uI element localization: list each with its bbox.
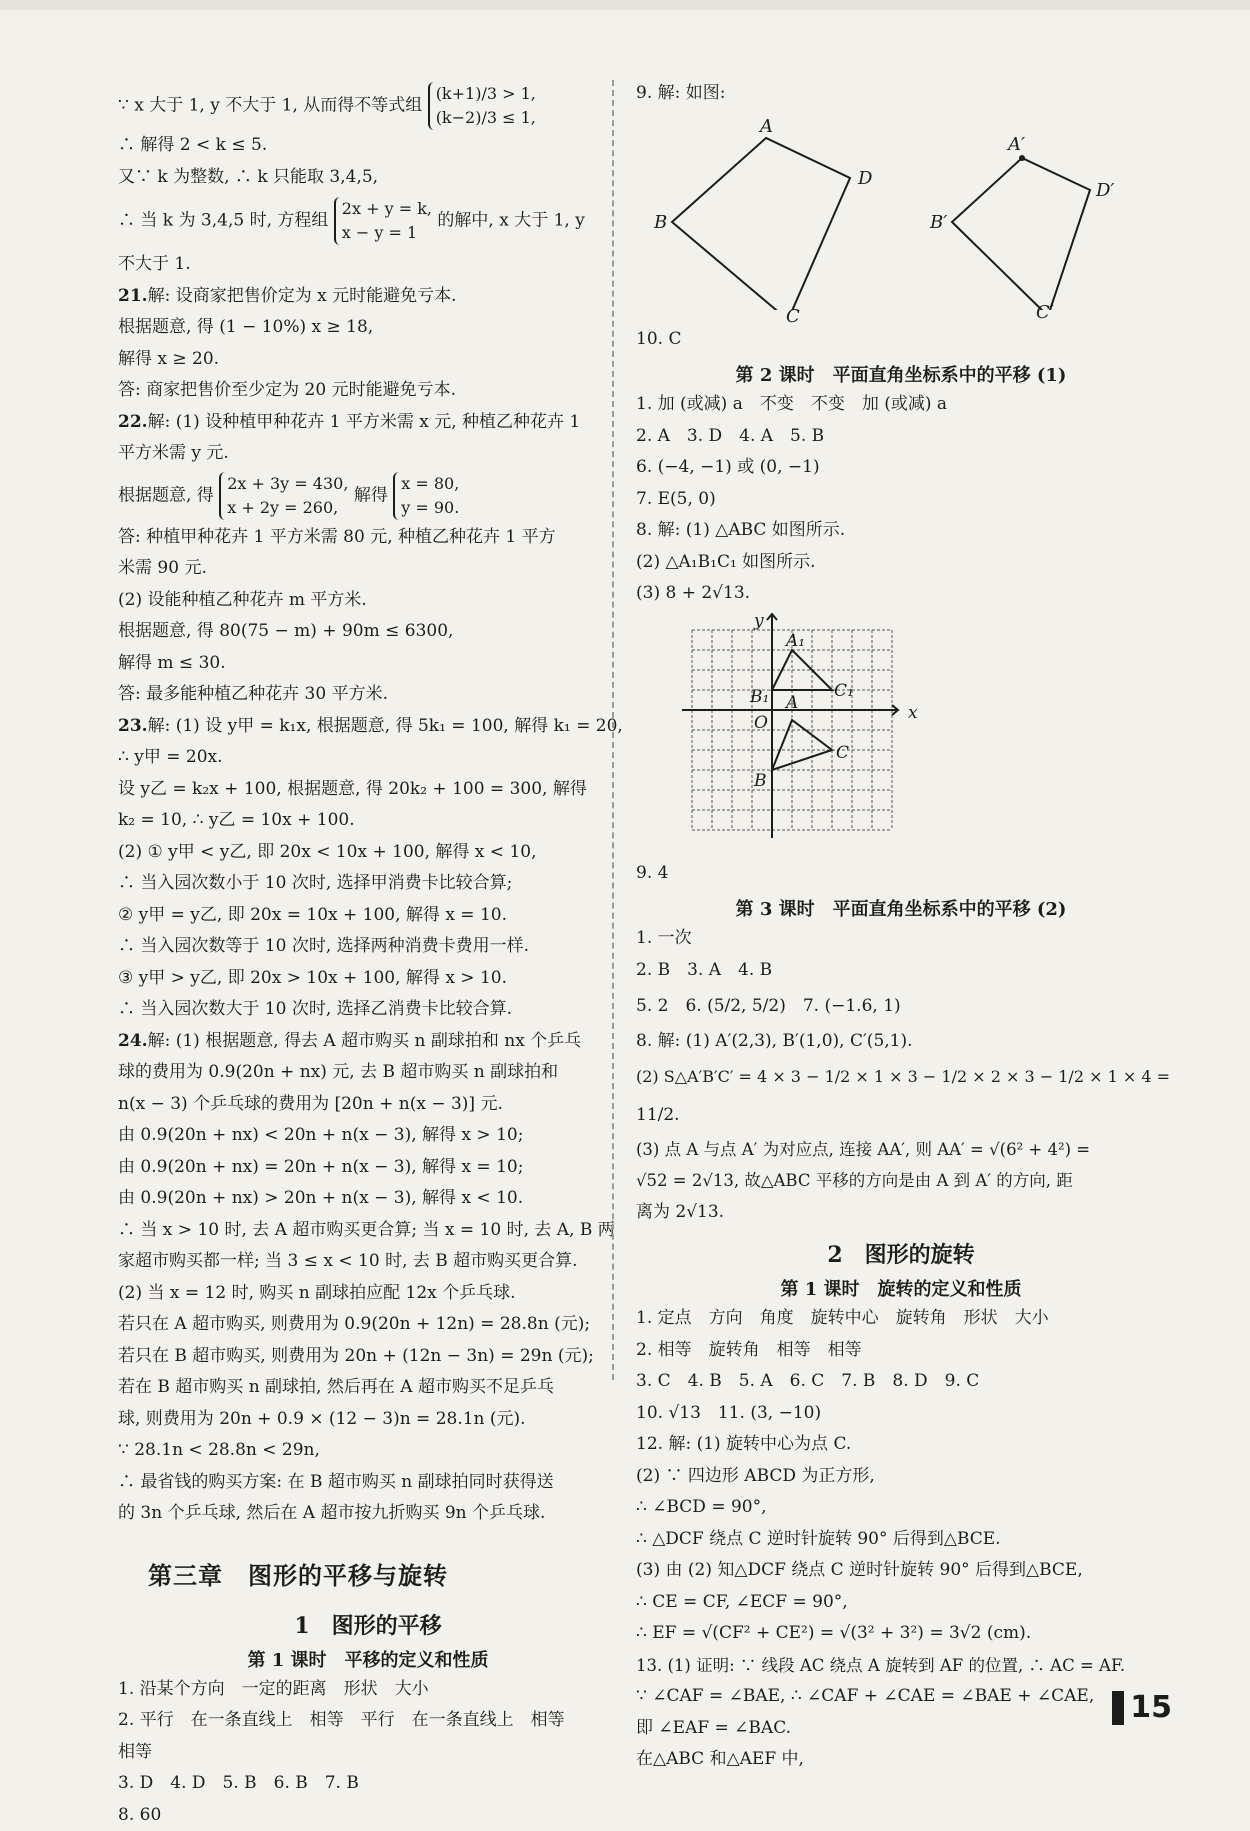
text-line: 设 y乙 = k₂x + 100, 根据题意, 得 20k₂ + 100 = 300, 解得: [118, 774, 618, 806]
section-title: 2 图形的旋转: [636, 1238, 1166, 1269]
label-B1: B₁: [749, 687, 769, 707]
text-line: 解: (1) 设种植甲种花卉 1 平方米需 x 元, 种植乙种花卉 1: [148, 412, 581, 432]
label-A1: A₁: [784, 631, 805, 651]
text-line: ∵ ∠CAF = ∠BAE, ∴ ∠CAF + ∠CAE = ∠BAE + ∠CAE,: [636, 1681, 1166, 1713]
equation-1: 2x + 3y = 430,: [227, 474, 348, 493]
text-line: 12. 解: (1) 旋转中心为点 C.: [636, 1429, 1166, 1461]
question-23: [118, 711, 618, 743]
text-line: (2) S△A′B′C′ = 4 × 3 − 1/2 × 1 × 3 − 1/2 × 2 × 3 − 1/2 × 1 × 4 =: [636, 1058, 1166, 1096]
right-column: [636, 78, 1166, 1776]
label-A: A: [758, 116, 773, 137]
text-line: ∴ 最省钱的购买方案: 在 B 超市购买 n 副球拍同时获得送: [118, 1467, 618, 1499]
label-C: C: [836, 743, 849, 763]
text-line: 解: 设商家把售价定为 x 元时能避免亏本.: [148, 286, 457, 306]
text-line: 1. 沿某个方向 一定的距离 形状 大小: [118, 1674, 618, 1706]
text-line: ∴ ∠BCD = 90°,: [636, 1492, 1166, 1524]
label-B: B: [753, 771, 767, 791]
text-line: 若只在 A 超市购买, 则费用为 0.9(20n + 12n) = 28.8n (元);: [118, 1309, 618, 1341]
text-line: 若只在 B 超市购买, 则费用为 20n + (12n − 3n) = 29n (元);: [118, 1341, 618, 1373]
quadrilateral-translation-figure: [636, 110, 1156, 310]
text-line: (2) 当 x = 12 时, 购买 n 副球拍应配 12x 个乒乓球.: [118, 1278, 618, 1310]
solution-2: y = 90.: [401, 498, 459, 517]
text-line: ∵ 28.1n < 28.8n < 29n,: [118, 1435, 618, 1467]
text-line: (3) 点 A 与点 A′ 为对应点, 连接 AA′, 则 AA′ = √(6² + 4²) =: [636, 1134, 1166, 1166]
triangle-abc: [772, 720, 832, 770]
system-line: [118, 197, 618, 245]
label-O: O: [754, 713, 768, 733]
lesson-title: 第 2 课时 平面直角坐标系中的平移 (1): [636, 361, 1166, 387]
text-line: ∴ CE = CF, ∠ECF = 90°,: [636, 1587, 1166, 1619]
text-line: 离为 2√13.: [636, 1197, 1166, 1229]
text-line: 7. E(5, 0): [636, 484, 1166, 516]
text-line: 1. 一次: [636, 923, 1166, 955]
text-line: 相等: [118, 1737, 618, 1769]
text-line: ∴ y甲 = 20x.: [118, 742, 618, 774]
text-line: k₂ = 10, ∴ y乙 = 10x + 100.: [118, 805, 618, 837]
text-line: n(x − 3) 个乒乓球的费用为 [20n + n(x − 3)] 元.: [118, 1089, 618, 1121]
question-24: [118, 1026, 618, 1058]
text-line: 由 0.9(20n + nx) > 20n + n(x − 3), 解得 x < 10.: [118, 1183, 618, 1215]
equation-system: [334, 197, 432, 245]
label-B: B: [653, 212, 667, 233]
text-line: ∴ 解得 2 < k ≤ 5.: [118, 130, 618, 162]
equation-system: [219, 472, 348, 520]
text-line: 由 0.9(20n + nx) = 20n + n(x − 3), 解得 x = 10;: [118, 1152, 618, 1184]
text-line: 10. √13 11. (3, −10): [636, 1398, 1166, 1430]
text-line: ∴ △DCF 绕点 C 逆时针旋转 90° 后得到△BCE.: [636, 1524, 1166, 1556]
text-line: 根据题意, 得 80(75 − m) + 90m ≤ 6300,: [118, 616, 618, 648]
text-line: 6. (−4, −1) 或 (0, −1): [636, 452, 1166, 484]
text-line: 解: (1) 设 y甲 = k₁x, 根据题意, 得 5k₁ = 100, 解得 k₁ = 20,: [148, 716, 623, 736]
label-y: y: [753, 611, 764, 631]
text-line: 8. 60: [118, 1800, 618, 1831]
label-x: x: [908, 703, 918, 723]
text-line: 答: 商家把售价至少定为 20 元时能避免亏本.: [118, 375, 618, 407]
inequality-line: [118, 82, 618, 130]
text-line: (3) 由 (2) 知△DCF 绕点 C 逆时针旋转 90° 后得到△BCE,: [636, 1555, 1166, 1587]
text-line: 球的费用为 0.9(20n + nx) 元, 去 B 超市购买 n 副球拍和: [118, 1057, 618, 1089]
text-line: 10. C: [636, 324, 1166, 356]
text-line: 3. D 4. D 5. B 6. B 7. B: [118, 1768, 618, 1800]
lesson-title: 第 1 课时 平移的定义和性质: [118, 1646, 618, 1672]
text-line: √52 = 2√13, 故△ABC 平移的方向是由 A 到 A′ 的方向, 距: [636, 1165, 1166, 1197]
question-number: 22.: [118, 412, 148, 432]
text-line: 3. C 4. B 5. A 6. C 7. B 8. D 9. C: [636, 1366, 1166, 1398]
text-line: 解得 m ≤ 30.: [118, 648, 618, 680]
label-B-prime: B′: [929, 212, 947, 233]
text-line: 8. 解: (1) △ABC 如图所示.: [636, 515, 1166, 547]
text-line: 解得 x ≥ 20.: [118, 344, 618, 376]
top-edge: [0, 0, 1250, 10]
question-22: [118, 407, 618, 439]
label-D-prime: D′: [1095, 180, 1115, 201]
page-number-block: [1112, 1690, 1172, 1725]
label-C-prime: C′: [1036, 302, 1054, 323]
page-number: 15: [1130, 1690, 1172, 1725]
text-line: 由 0.9(20n + nx) < 20n + n(x − 3), 解得 x > 10;: [118, 1120, 618, 1152]
text-line: 答: 种植甲种花卉 1 平方米需 80 元, 种植乙种花卉 1 平方: [118, 522, 618, 554]
text-line: ∴ 当入园次数等于 10 次时, 选择两种消费卡费用一样.: [118, 931, 618, 963]
page-number-bar: [1112, 1691, 1124, 1725]
text-line: 5. 2 6. (5/2, 5/2) 7. (−1.6, 1): [636, 986, 1166, 1026]
lesson-title: 第 3 课时 平面直角坐标系中的平移 (2): [636, 895, 1166, 921]
label-A-prime: A′: [1006, 134, 1025, 155]
text-line: 不大于 1.: [118, 249, 618, 281]
text-line: 的 3n 个乒乓球, 然后在 A 超市按九折购买 9n 个乒乓球.: [118, 1498, 618, 1530]
label-A: A: [784, 693, 798, 713]
solution-system: [393, 472, 459, 520]
text-line: 2. 相等 旋转角 相等 相等: [636, 1335, 1166, 1367]
text-line: 在△ABC 和△AEF 中,: [636, 1744, 1166, 1776]
text-line: 平方米需 y 元.: [118, 438, 618, 470]
text-line: 2. 平行 在一条直线上 相等 平行 在一条直线上 相等: [118, 1705, 618, 1737]
text-line: 根据题意, 得: [118, 485, 214, 505]
text-line: 9. 4: [636, 858, 1166, 890]
text-line: ∴ 当入园次数大于 10 次时, 选择乙消费卡比较合算.: [118, 994, 618, 1026]
text-line: (2) ∵ 四边形 ABCD 为正方形,: [636, 1461, 1166, 1493]
text-line: ∴ 当入园次数小于 10 次时, 选择甲消费卡比较合算;: [118, 868, 618, 900]
text-line: 解得: [354, 485, 388, 505]
equation-2: x − y = 1: [342, 223, 417, 242]
text-line: ② y甲 = y乙, 即 20x = 10x + 100, 解得 x = 10.: [118, 900, 618, 932]
text-line: 9. 解: 如图:: [636, 78, 1166, 110]
label-C1: C₁: [834, 681, 854, 701]
text-line: 1. 加 (或减) a 不变 不变 加 (或减) a: [636, 389, 1166, 421]
left-column: [118, 78, 618, 1831]
coordinate-grid-figure: [636, 610, 1166, 850]
text-line: ∴ 当 k 为 3,4,5 时, 方程组: [118, 211, 328, 231]
text-line: 答: 最多能种植乙种花卉 30 平方米.: [118, 679, 618, 711]
question-21: [118, 281, 618, 313]
text-line: (2) ① y甲 < y乙, 即 20x < 10x + 100, 解得 x < 10,: [118, 837, 618, 869]
text-line: 解: (1) 根据题意, 得去 A 超市购买 n 副球拍和 nx 个乒乓: [148, 1031, 582, 1051]
text-line: 家超市购买都一样; 当 3 ≤ x < 10 时, 去 B 超市购买更合算.: [118, 1246, 618, 1278]
inequality-2: (k−2)/3 ≤ 1,: [436, 108, 536, 127]
equation-1: 2x + y = k,: [342, 199, 432, 218]
lesson-title: 第 1 课时 旋转的定义和性质: [636, 1275, 1166, 1301]
text-line: ∴ EF = √(CF² + CE²) = √(3² + 3²) = 3√2 (cm).: [636, 1618, 1166, 1650]
question-number: 23.: [118, 716, 148, 736]
question-number: 24.: [118, 1031, 148, 1051]
inequality-system: [428, 82, 536, 130]
text-line: ∴ 当 x > 10 时, 去 A 超市购买更合算; 当 x = 10 时, 去 A, B 两: [118, 1215, 618, 1247]
section-title: 1 图形的平移: [118, 1609, 618, 1640]
text-line: 球, 则费用为 20n + 0.9 × (12 − 3)n = 28.1n (元).: [118, 1404, 618, 1436]
quadrilateral-abcd: [672, 138, 850, 310]
text-line: 1. 定点 方向 角度 旋转中心 旋转角 形状 大小: [636, 1303, 1166, 1335]
column-divider: [612, 80, 614, 1380]
text-line: 8. 解: (1) A′(2,3), B′(1,0), C′(5,1).: [636, 1026, 1166, 1058]
text-line: (2) 设能种植乙种花卉 m 平方米.: [118, 585, 618, 617]
question-number: 21.: [118, 286, 148, 306]
text-line: 又∵ k 为整数, ∴ k 只能取 3,4,5,: [118, 162, 618, 194]
text-line: 11/2.: [636, 1096, 1166, 1134]
solution-1: x = 80,: [401, 474, 459, 493]
text-line: ③ y甲 > y乙, 即 20x > 10x + 100, 解得 x > 10.: [118, 963, 618, 995]
system-line: [118, 472, 618, 520]
chapter-title: 第三章 图形的平移与旋转: [148, 1556, 618, 1591]
text-line: 米需 90 元.: [118, 553, 618, 585]
label-C: C: [786, 306, 800, 327]
label-D: D: [857, 168, 873, 189]
text-line: (3) 8 + 2√13.: [636, 578, 1166, 610]
text-line: ∵ x 大于 1, y 不大于 1, 从而得不等式组: [118, 96, 422, 116]
text-line: 13. (1) 证明: ∵ 线段 AC 绕点 A 旋转到 AF 的位置, ∴ AC = AF.: [636, 1650, 1166, 1682]
equation-2: x + 2y = 260,: [227, 498, 338, 517]
quadrilateral-a2b2c2d2: [952, 158, 1090, 310]
text-line: 2. B 3. A 4. B: [636, 955, 1166, 987]
text-line: 2. A 3. D 4. A 5. B: [636, 421, 1166, 453]
point-marker: [1019, 155, 1025, 161]
text-line: 根据题意, 得 (1 − 10%) x ≥ 18,: [118, 312, 618, 344]
text-line: 即 ∠EAF = ∠BAC.: [636, 1713, 1166, 1745]
inequality-1: (k+1)/3 > 1,: [436, 84, 536, 103]
text-line: 的解中, x 大于 1, y: [437, 211, 584, 231]
text-line: (2) △A₁B₁C₁ 如图所示.: [636, 547, 1166, 579]
text-line: 若在 B 超市购买 n 副球拍, 然后再在 A 超市购买不足乒乓: [118, 1372, 618, 1404]
